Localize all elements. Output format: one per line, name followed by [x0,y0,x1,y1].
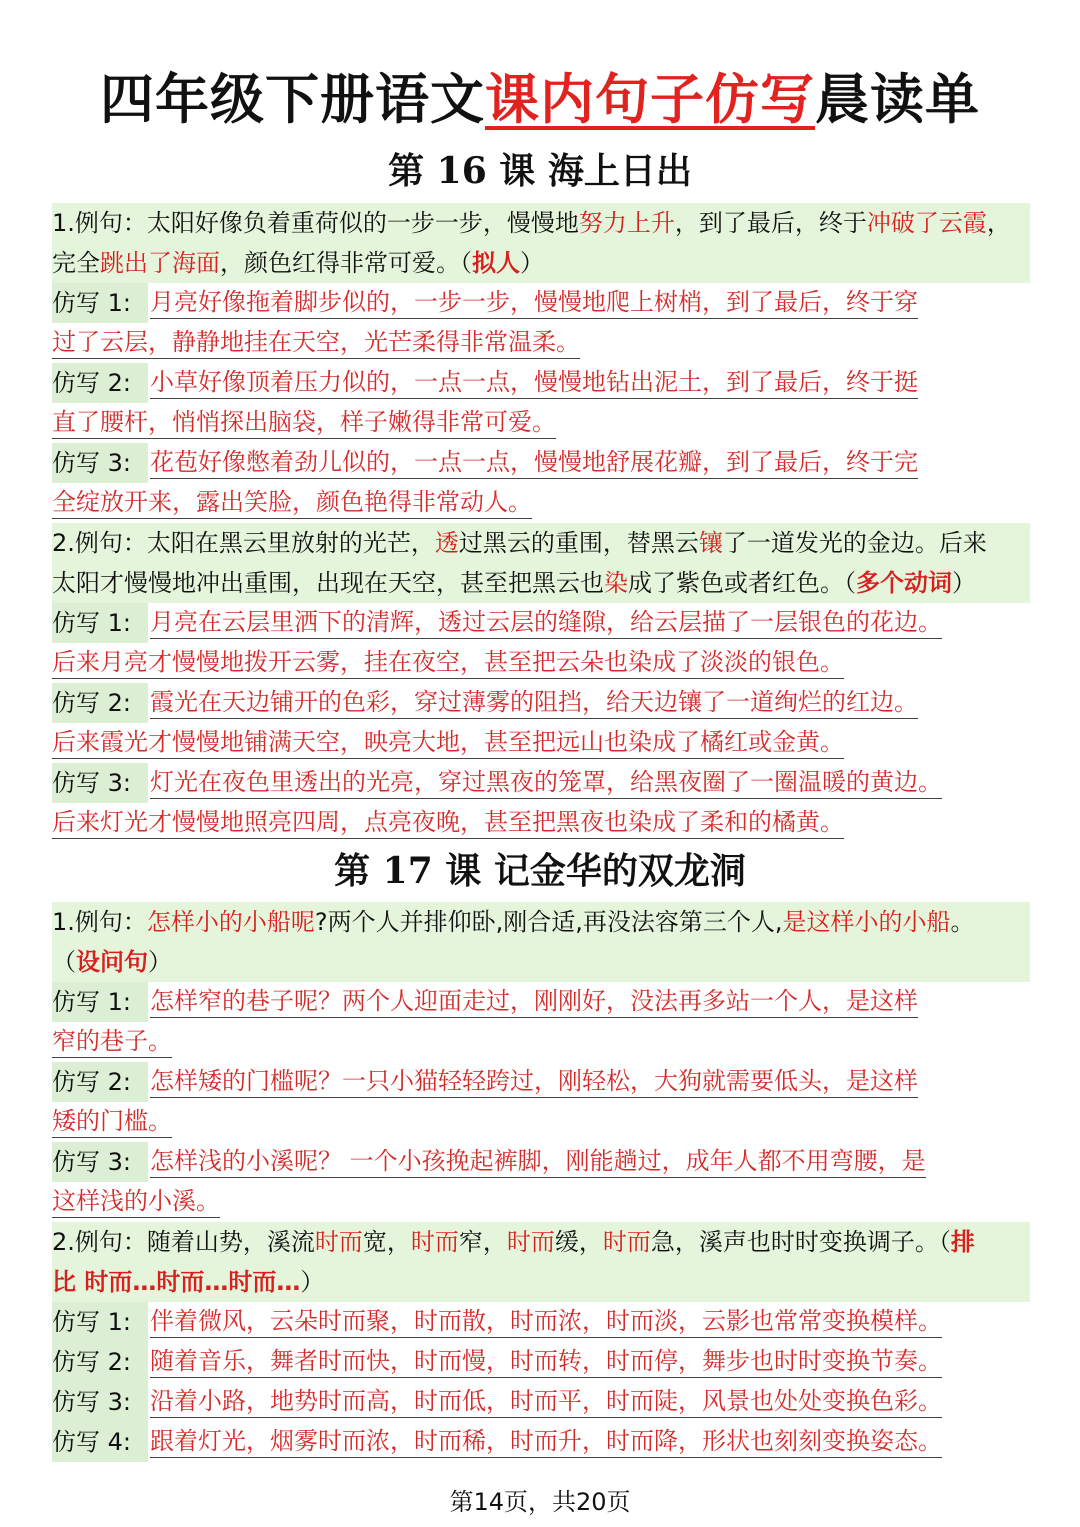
page-number: 第14页，共20页 [449,1488,631,1516]
imitation-line [52,1142,1030,1182]
imitation-line [52,1422,1030,1462]
imitation-text: 随着音乐，舞者时而快，时而慢，时而转，时而停，舞步也时时变换节奏。 [150,1347,942,1378]
example-line [52,1222,1030,1262]
example-line [52,203,1030,243]
technique-tag: 排 [950,1228,975,1256]
imitation-text: 怎样浅的小溪呢？ 一个小孩挽起裤脚，刚能趟过，成年人都不用弯腰，是 [150,1147,926,1178]
example-line [52,902,1030,942]
imitation-label: 仿写 3: [52,443,148,483]
imitation-line [52,1182,1030,1222]
imitation-item [52,982,1030,1062]
imitation-line [52,403,1030,443]
highlight-text: 时而 [410,1228,459,1256]
example-text: 2.例句：随着山势，溪流 [52,1228,315,1256]
imitation-label: 仿写 2: [52,363,148,403]
imitation-text: 全绽放开来，露出笑脸，颜色艳得非常动人。 [52,488,532,519]
imitation-line [52,603,1030,643]
example-line [52,1262,1030,1302]
imitation-line [52,1102,1030,1142]
example-sentence [52,1222,1030,1302]
imitation-line [52,643,1030,683]
highlight-text: 镶 [698,529,723,557]
highlight-text: 跳出了海面 [100,249,220,277]
imitation-line [52,1022,1030,1062]
imitation-item [52,1382,1030,1422]
imitation-text: 后来霞光才慢慢地铺满天空，映亮大地，甚至把远山也染成了橘红或金黄。 [52,728,844,759]
example-text: 急，溪声也时时变换调子。（ [650,1228,951,1256]
example-text: 过黑云的重围，替黑云 [458,529,699,557]
imitation-text: 过了云层，静静地挂在天空，光芒柔得非常温柔。 [52,328,580,359]
imitation-text: 后来月亮才慢慢地拨开云雾，挂在夜空，甚至把云朵也染成了淡淡的银色。 [52,648,844,679]
highlight-text: 时而 [602,1228,651,1256]
imitation-text: 花苞好像憋着劲儿似的，一点一点，慢慢地舒展花瓣，到了最后，终于完 [150,448,918,479]
example-text: 1.例句： [52,908,147,936]
example-line [52,243,1030,283]
technique-tag: 多个动词 [856,569,952,597]
highlight-text: 时而 [506,1228,555,1256]
imitation-text: 直了腰杆，悄悄探出脑袋，样子嫩得非常可爱。 [52,408,556,439]
imitation-line [52,723,1030,763]
imitation-text: 怎样窄的巷子呢？两个人迎面走过，刚刚好，没法再多站一个人，是这样 [150,987,918,1018]
imitation-item [52,1062,1030,1142]
example-sentence [52,902,1030,982]
example-line [52,563,1030,603]
imitation-text: 霞光在天边铺开的色彩，穿过薄雾的阻挡，给天边镶了一道绚烂的红边。 [150,688,918,719]
imitation-item [52,763,1030,843]
highlight-text: 时而 [314,1228,363,1256]
example-line [52,523,1030,563]
imitation-label: 仿写 2: [52,683,148,723]
imitation-line [52,443,1030,483]
example-text: （ [52,948,76,976]
imitation-line [52,363,1030,403]
imitation-item [52,603,1030,683]
page-title: 四年级下册语文课内句子仿写晨读单 [100,68,980,131]
imitation-line [52,1382,1030,1422]
example-text: ） [148,948,172,976]
imitation-item [52,443,1030,523]
example-text: ） [952,569,976,597]
imitation-text: 窄的巷子。 [52,1027,172,1058]
imitation-item [52,1302,1030,1342]
imitation-line [52,763,1030,803]
imitation-line [52,483,1030,523]
example-text: 。 [950,908,975,936]
example-text: ） [300,1268,325,1296]
example-sentence [52,203,1030,283]
imitation-item [52,683,1030,763]
example-text: ） [520,249,544,277]
example-text: ，到了最后，终于 [674,209,867,237]
imitation-text: 矮的门槛。 [52,1107,172,1138]
imitation-label: 仿写 1: [52,982,148,1022]
imitation-text: 沿着小路，地势时而高，时而低，时而平，时而陡，风景也处处变换色彩。 [150,1387,942,1418]
imitation-line [52,1342,1030,1382]
imitation-text: 伴着微风，云朵时而聚，时而散，时而浓，时而淡，云影也常常变换模样。 [150,1307,942,1338]
technique-tag: 比 时而…时而…时而… [52,1268,301,1296]
imitation-item [52,1142,1030,1222]
lesson-17-example-2 [52,1222,1030,1462]
example-text: 了一道发光的金边。后来 [722,529,987,557]
imitation-text: 这样浅的小溪。 [52,1187,220,1218]
imitation-label: 仿写 1: [52,283,148,323]
imitation-line [52,803,1030,843]
technique-tag: 设问句 [76,948,148,976]
example-text: 1.例句：太阳好像负着重荷似的一步一步，慢慢地 [52,209,579,237]
imitation-item [52,363,1030,443]
imitation-label: 仿写 3: [52,1142,148,1182]
imitation-label: 仿写 3: [52,763,148,803]
imitation-line [52,283,1030,323]
imitation-text: 小草好像顶着压力似的，一点一点，慢慢地钻出泥土，到了最后，终于挺 [150,368,918,399]
example-sentence [52,523,1030,603]
example-text: 宽， [362,1228,411,1256]
lesson-17-example-1 [52,902,1030,1222]
technique-tag: 拟人 [472,249,520,277]
example-text: ， [986,209,1011,237]
imitation-text: 月亮好像拖着脚步似的，一步一步，慢慢地爬上树梢，到了最后，终于穿 [150,288,918,319]
lesson-17-heading: 第 17 课 记金华的双龙洞 [334,850,746,892]
example-line [52,942,1030,982]
highlight-text: 是这样小的小船 [782,908,951,936]
imitation-text: 怎样矮的门槛呢？一只小猫轻轻跨过，刚轻松，大狗就需要低头，是这样 [150,1067,918,1098]
imitation-line [52,683,1030,723]
lesson-16-example-1 [52,203,1030,523]
highlight-text: 染 [604,569,628,597]
imitation-label: 仿写 2: [52,1342,148,1382]
highlight-text: 冲破了云霞 [866,209,987,237]
imitation-label: 仿写 3: [52,1382,148,1422]
imitation-text: 跟着灯光，烟雾时而浓，时而稀，时而升，时而降，形状也刻刻变换姿态。 [150,1427,942,1458]
title-highlight: 课内句子仿写 [485,68,815,131]
example-text: ?两个人并排仰卧,刚合适,再没法容第三个人, [314,908,783,936]
lesson-16-heading: 第 16 课 海上日出 [388,150,692,192]
example-text: ，颜色红得非常可爱。（ [220,249,472,277]
example-text: 窄， [458,1228,507,1256]
imitation-text: 后来灯光才慢慢地照亮四周，点亮夜晚，甚至把黑夜也染成了柔和的橘黄。 [52,808,844,839]
imitation-line [52,323,1030,363]
lesson-16-example-2 [52,523,1030,843]
example-text: 2.例句：太阳在黑云里放射的光芒， [52,529,435,557]
example-text: 成了紫色或者红色。（ [628,569,856,597]
imitation-text: 灯光在夜色里透出的光亮，穿过黑夜的笼罩，给黑夜圈了一圈温暖的黄边。 [150,768,942,799]
imitation-text: 月亮在云层里洒下的清辉，透过云层的缝隙，给云层描了一层银色的花边。 [150,608,942,639]
highlight-text: 怎样小的小船呢 [146,908,315,936]
imitation-item [52,1342,1030,1382]
imitation-line [52,1062,1030,1102]
imitation-line [52,982,1030,1022]
highlight-text: 努力上升 [578,209,675,237]
imitation-label: 仿写 1: [52,603,148,643]
imitation-label: 仿写 1: [52,1302,148,1342]
example-text: 太阳才慢慢地冲出重围，出现在天空，甚至把黑云也 [52,569,604,597]
imitation-label: 仿写 4: [52,1422,148,1462]
imitation-label: 仿写 2: [52,1062,148,1102]
imitation-item [52,1422,1030,1462]
highlight-text: 透 [434,529,459,557]
example-text: 缓， [554,1228,603,1256]
example-text: 完全 [52,249,100,277]
imitation-item [52,283,1030,363]
imitation-line [52,1302,1030,1342]
